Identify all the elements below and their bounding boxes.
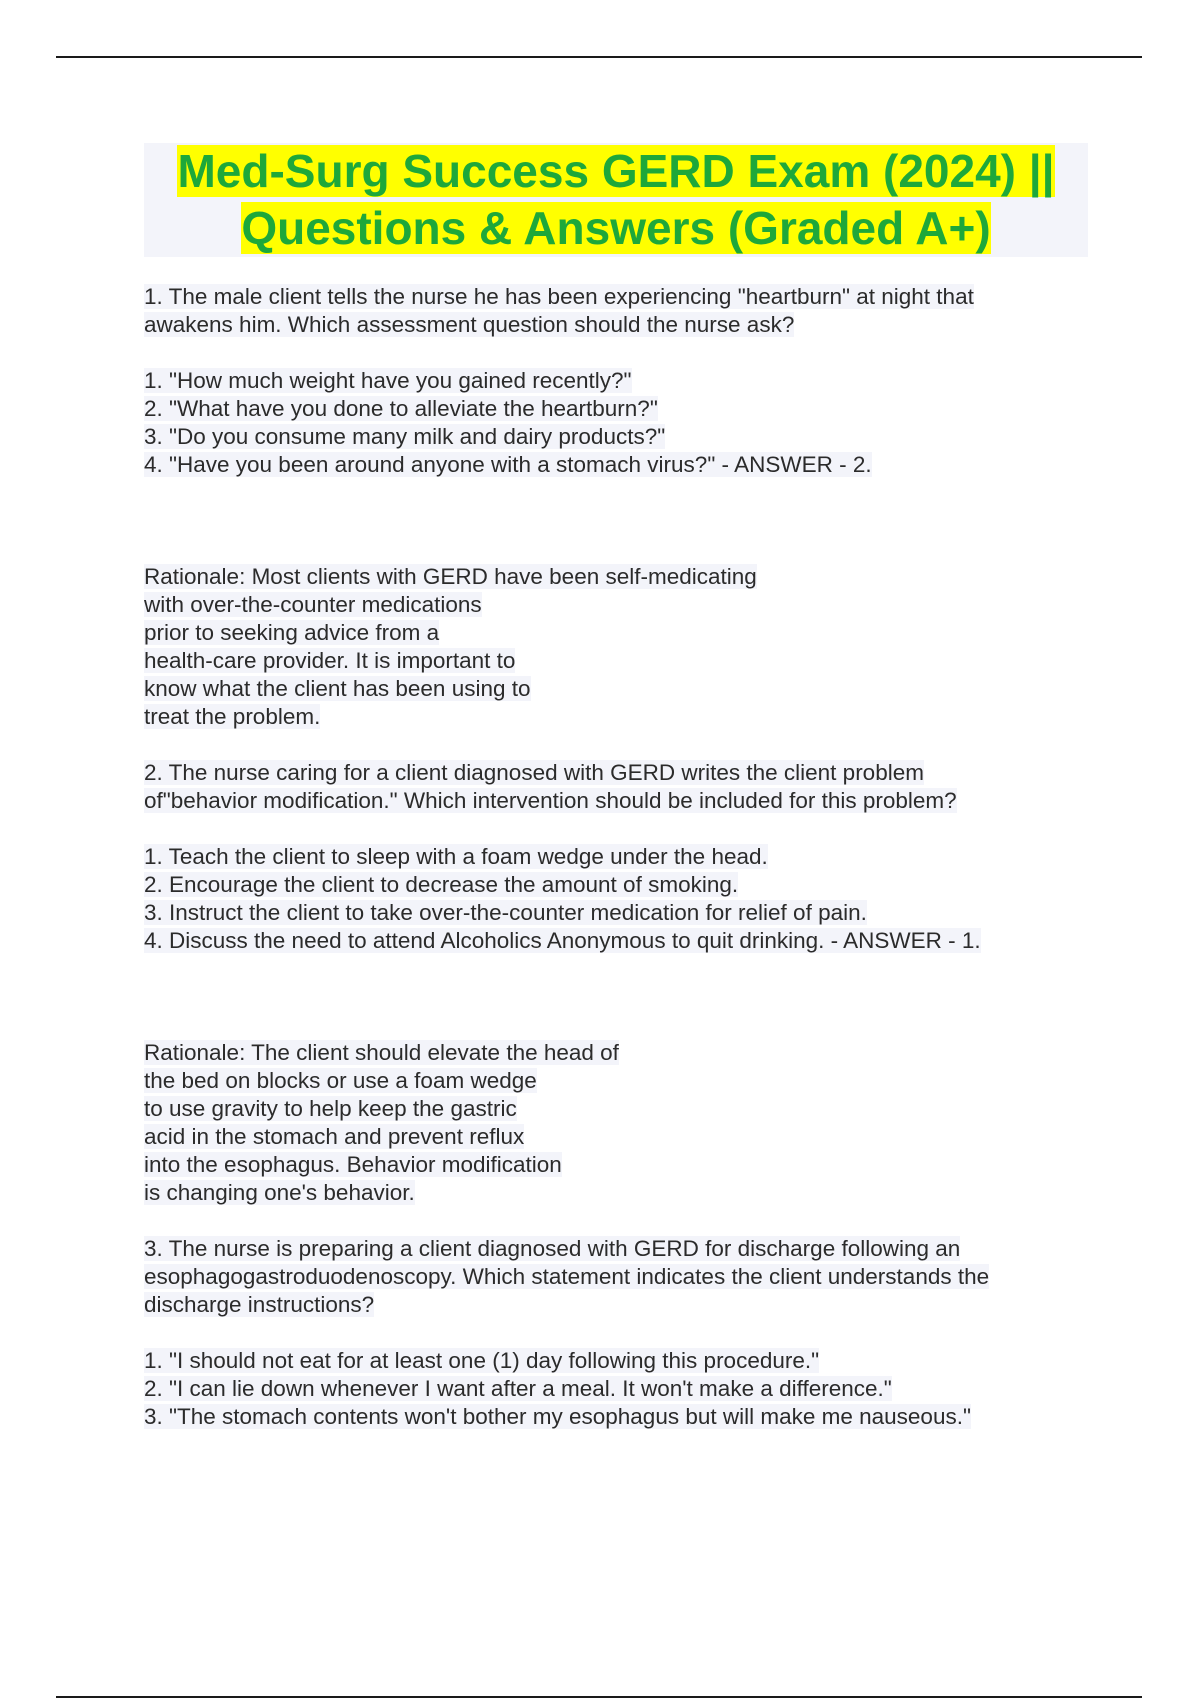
question-2: [144, 759, 1084, 1207]
answer-options: [144, 1347, 1084, 1431]
stem-line: awakens him. Which assessment question should the nurse ask?: [144, 312, 795, 337]
rationale-line: to use gravity to help keep the gastric: [144, 1096, 517, 1121]
stem-line: 2. The nurse caring for a client diagnosed with GERD writes the client problem: [144, 760, 924, 785]
question-stem: [144, 759, 1084, 815]
rationale-line: with over-the-counter medications: [144, 592, 482, 617]
rationale-line: Rationale: The client should elevate the head of: [144, 1040, 619, 1065]
question-stem: [144, 283, 1084, 339]
top-rule: [56, 56, 1142, 58]
title-line-1: Med-Surg Success GERD Exam (2024) ||: [177, 145, 1055, 197]
stem-line: 1. The male client tells the nurse he has been experiencing "heartburn" at night that: [144, 284, 974, 309]
option-line: 4. "Have you been around anyone with a stomach virus?" - ANSWER - 2.: [144, 452, 872, 477]
title-line-2: Questions & Answers (Graded A+): [241, 202, 991, 254]
option-line: 2. Encourage the client to decrease the amount of smoking.: [144, 872, 739, 897]
rationale-line: is changing one's behavior.: [144, 1180, 415, 1205]
rationale-line: prior to seeking advice from a: [144, 620, 440, 645]
question-1: [144, 283, 1084, 731]
rationale-line: the bed on blocks or use a foam wedge: [144, 1068, 537, 1093]
option-line: 2. "What have you done to alleviate the heartburn?": [144, 396, 658, 421]
question-3: [144, 1235, 1084, 1431]
stem-line: 3. The nurse is preparing a client diagnosed with GERD for discharge following an: [144, 1236, 961, 1261]
rationale-line: know what the client has been using to: [144, 676, 531, 701]
question-stem: [144, 1235, 1084, 1319]
option-line: 1. Teach the client to sleep with a foam wedge under the head.: [144, 844, 768, 869]
option-line: 4. Discuss the need to attend Alcoholics Anonymous to quit drinking. - ANSWER - 1.: [144, 928, 981, 953]
document-body: [144, 283, 1084, 1431]
stem-line: discharge instructions?: [144, 1292, 375, 1317]
stem-line: of"behavior modification." Which intervention should be included for this problem?: [144, 788, 957, 813]
option-line: 3. "The stomach contents won't bother my esophagus but will make me nauseous.": [144, 1404, 971, 1429]
option-line: 3. "Do you consume many milk and dairy products?": [144, 424, 666, 449]
option-line: 3. Instruct the client to take over-the-counter medication for relief of pain.: [144, 900, 867, 925]
rationale: [144, 563, 1084, 731]
answer-options: [144, 367, 1084, 479]
rationale: [144, 1039, 1084, 1207]
stem-line: esophagogastroduodenoscopy. Which statement indicates the client understands the: [144, 1264, 990, 1289]
option-line: 2. "I can lie down whenever I want after a meal. It won't make a difference.": [144, 1376, 892, 1401]
rationale-line: acid in the stomach and prevent reflux: [144, 1124, 525, 1149]
rationale-line: health-care provider. It is important to: [144, 648, 516, 673]
rationale-line: Rationale: Most clients with GERD have been self-medicating: [144, 564, 757, 589]
rationale-line: treat the problem.: [144, 704, 321, 729]
answer-options: [144, 843, 1084, 955]
option-line: 1. "How much weight have you gained recently?": [144, 368, 632, 393]
option-line: 1. "I should not eat for at least one (1) day following this procedure.": [144, 1348, 820, 1373]
bottom-rule: [56, 1696, 1142, 1698]
rationale-line: into the esophagus. Behavior modification: [144, 1152, 562, 1177]
document-title: [144, 143, 1088, 257]
